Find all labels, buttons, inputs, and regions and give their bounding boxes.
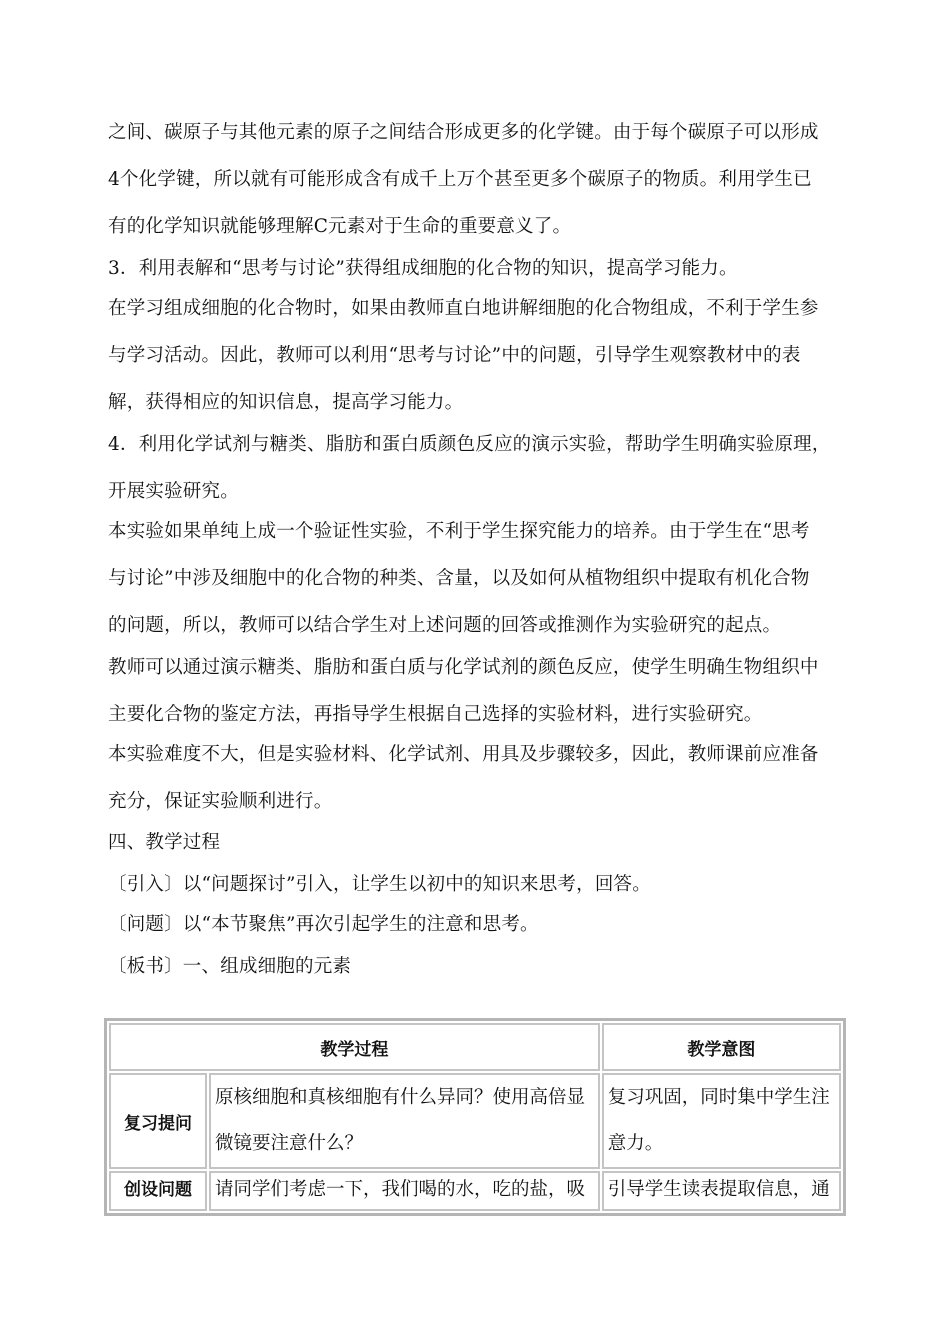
header-teaching-process: 教学过程 — [109, 1023, 600, 1071]
paragraph-line: 的问题，所以，教师可以结合学生对上述问题的回答或推测作为实验研究的起点。 — [108, 615, 782, 636]
process-cell: 请同学们考虑一下，我们喝的水，吃的盐，吸 — [209, 1171, 600, 1211]
paragraph-line: 开展实验研究。 — [108, 481, 239, 502]
intent-cell: 复习巩固，同时集中学生注意力。 — [602, 1073, 841, 1169]
paragraph-line: 本实验如果单纯上成一个验证性实验，不利于学生探究能力的培养。由于学生在“思考 — [108, 521, 810, 542]
paragraph-line: 有的化学知识就能够理解C元素对于生命的重要意义了。 — [108, 216, 572, 237]
header-teaching-intent: 教学意图 — [602, 1023, 841, 1071]
paragraph-line: 与学习活动。因此，教师可以利用“思考与讨论”中的问题，引导学生观察教材中的表 — [108, 345, 801, 366]
table-row — [109, 1171, 841, 1211]
paragraph-line: 解，获得相应的知识信息，提高学习能力。 — [108, 392, 464, 413]
table-row — [109, 1073, 841, 1169]
intro-line: 〔引入〕以“问题探讨”引入，让学生以初中的知识来思考，回答。 — [108, 874, 651, 895]
paragraph-line: 主要化合物的鉴定方法，再指导学生根据自己选择的实验材料，进行实验研究。 — [108, 704, 763, 725]
paragraph-line: 教师可以通过演示糖类、脂肪和蛋白质与化学试剂的颜色反应，使学生明确生物组织中 — [108, 657, 819, 678]
paragraph-line: 在学习组成细胞的化合物时，如果由教师直白地讲解细胞的化合物组成，不利于学生参 — [108, 298, 819, 319]
row-label: 复习提问 — [109, 1073, 207, 1169]
paragraph-line: 本实验难度不大，但是实验材料、化学试剂、用具及步骤较多，因此，教师课前应准备 — [108, 744, 819, 765]
teaching-plan-table — [104, 1018, 846, 1216]
row-label: 创设问题 — [109, 1171, 207, 1211]
process-cell: 原核细胞和真核细胞有什么异同？使用高倍显微镜要注意什么？ — [209, 1073, 600, 1169]
paragraph-line: 之间、碳原子与其他元素的原子之间结合形成更多的化学键。由于每个碳原子可以形成 — [108, 122, 819, 143]
section-heading-four: 四、教学过程 — [108, 832, 221, 853]
section-heading-4: 4．利用化学试剂与糖类、脂肪和蛋白质颜色反应的演示实验，帮助学生明确实验原理， — [108, 434, 831, 455]
paragraph-line: 与讨论”中涉及细胞中的化合物的种类、含量，以及如何从植物组织中提取有机化合物 — [108, 568, 810, 589]
section-heading-3: 3．利用表解和“思考与讨论”获得组成细胞的化合物的知识，提高学习能力。 — [108, 258, 738, 279]
paragraph-line: 4个化学键，所以就有可能形成含有成千上万个甚至更多个碳原子的物质。利用学生已 — [108, 169, 812, 190]
board-line: 〔板书〕一、组成细胞的元素 — [108, 956, 352, 977]
table-header-row — [109, 1023, 841, 1071]
intent-cell: 引导学生读表提取信息，通 — [602, 1171, 841, 1211]
question-line: 〔问题〕以“本节聚焦”再次引起学生的注意和思考。 — [108, 914, 539, 935]
paragraph-line: 充分，保证实验顺利进行。 — [108, 791, 333, 812]
